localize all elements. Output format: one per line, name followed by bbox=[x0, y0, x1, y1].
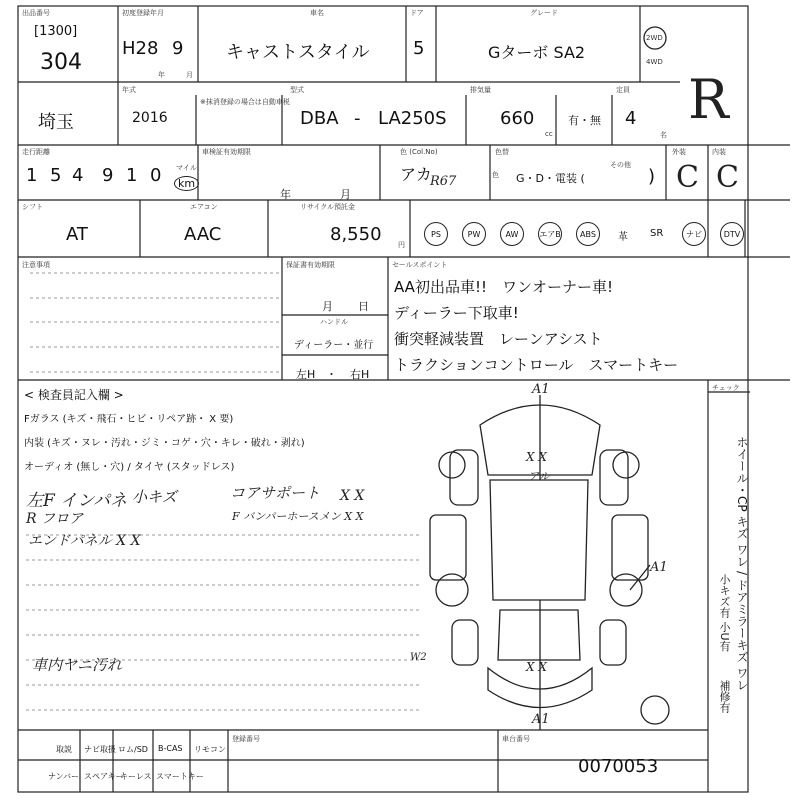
reg-month: 9 bbox=[172, 38, 184, 59]
grade-value: Gターボ SA2 bbox=[488, 43, 586, 62]
recycle-fee: 8,550 bbox=[330, 224, 382, 245]
first-reg-year: 2016 bbox=[132, 110, 168, 126]
check-sub-1: 小キズ有 小U有 bbox=[718, 574, 731, 652]
diag-a1-top: A1 bbox=[532, 382, 550, 397]
ac-value: AAC bbox=[184, 224, 222, 245]
inspector-title: < 検査員記入欄 > bbox=[24, 388, 124, 402]
inspection-yes-no: 有・無 bbox=[568, 114, 601, 127]
inspector-line-interior: 内装 (キズ・ヌレ・汚れ・ジミ・コゲ・穴・キレ・破れ・剥れ) bbox=[24, 438, 305, 449]
reg-label: 初度登録年月 bbox=[122, 9, 164, 17]
inspector-line-audio: オーディオ (無し・穴) / タイヤ (スタッドレス) bbox=[24, 462, 235, 473]
diag-xx-top: X X bbox=[526, 450, 547, 464]
option-aw: AW bbox=[500, 222, 524, 246]
hand-note-1c: R フロア bbox=[26, 511, 83, 527]
drive-4wd: 4WD bbox=[646, 58, 663, 66]
era-year: H28 bbox=[122, 38, 159, 59]
bottom-opt-bcas: B-CAS bbox=[158, 744, 183, 753]
warranty-day: 日 bbox=[358, 300, 369, 313]
seats-unit: 名 bbox=[660, 131, 667, 139]
mileage-digit-2: 5 bbox=[50, 165, 62, 186]
mileage-digit-1: 1 bbox=[26, 165, 38, 186]
color-change-close: ) bbox=[648, 166, 656, 187]
handle-label: ハンドル bbox=[320, 318, 348, 326]
model-prefix: DBA bbox=[300, 108, 339, 129]
vc-month-unit: 月 bbox=[340, 188, 351, 201]
color-label: 色 (Col.No) bbox=[400, 148, 438, 156]
doors-label: ドア bbox=[410, 9, 424, 17]
option-sunroof: SR bbox=[650, 228, 664, 239]
hand-note-1f: X X bbox=[340, 488, 365, 504]
bottom-opt-rom: ロム/SD bbox=[118, 745, 148, 754]
color-code: R67 bbox=[430, 174, 457, 189]
seats: 4 bbox=[625, 108, 637, 129]
hand-note-1d: コアサポート bbox=[230, 484, 321, 502]
chassis-label: 車台番号 bbox=[502, 735, 530, 743]
cc-label: 排気量 bbox=[470, 86, 491, 94]
hand-note-1a: 左F インパネ bbox=[26, 491, 128, 511]
exterior-grade: C bbox=[676, 160, 699, 195]
vehicle-check-label: 車検証有効期限 bbox=[202, 148, 251, 156]
check-sub-2: 補修有 bbox=[718, 680, 731, 713]
year-label: 年式 bbox=[122, 86, 136, 94]
ac-label: エアコン bbox=[190, 203, 218, 211]
month-unit: 月 bbox=[186, 71, 193, 79]
model-code: LA250S bbox=[378, 108, 447, 129]
bottom-opt-spare-key: スペアキー bbox=[84, 772, 124, 781]
doors-value: 5 bbox=[413, 38, 425, 59]
interior-grade: C bbox=[716, 160, 739, 195]
score-grade: R bbox=[688, 68, 729, 131]
grade-label: グレード bbox=[530, 9, 558, 17]
drive-2wd: 2WD bbox=[646, 34, 663, 42]
option-abs: ABS bbox=[576, 222, 600, 246]
hand-note-1e: F バンパーホースメン X X bbox=[232, 510, 364, 523]
option-airbag: エアB bbox=[538, 222, 562, 246]
mileage-label: 走行距離 bbox=[22, 148, 50, 156]
diag-a1-bottom: A1 bbox=[532, 712, 550, 727]
other-label: その他 bbox=[610, 161, 631, 169]
hand-note-2: エンドパネル X X bbox=[28, 533, 141, 549]
color-name: アカ bbox=[400, 165, 432, 184]
capacity-label: 定員 bbox=[616, 86, 630, 94]
mileage-digit-4: 9 bbox=[102, 165, 114, 186]
option-navi: ナビ bbox=[682, 222, 706, 246]
vc-year-unit: 年 bbox=[280, 188, 291, 201]
exterior-label: 外装 bbox=[672, 148, 686, 156]
chassis-number: 0070053 bbox=[578, 756, 659, 777]
option-leather: 革 bbox=[618, 232, 628, 243]
check-text: ホイール・CP キズ ワレ / ドアミラーキズ ワレ bbox=[735, 436, 749, 691]
option-dtv: DTV bbox=[720, 222, 744, 246]
warranty-month: 月 bbox=[322, 300, 333, 313]
hand-note-3: 車内ヤニ汚れ bbox=[32, 656, 123, 674]
check-label: チェック bbox=[712, 384, 740, 392]
sales-point-2: ディーラー下取車! bbox=[394, 304, 519, 322]
option-pw: PW bbox=[462, 222, 486, 246]
bottom-opt-smart-key: スマートキー bbox=[156, 772, 204, 781]
recycle-unit: 円 bbox=[398, 241, 405, 249]
bottom-opt-navi: ナビ取扱 bbox=[84, 745, 116, 754]
diag-xx-bottom: X X bbox=[526, 660, 547, 674]
sales-point-3: 衝突軽減装置 レーンアシスト bbox=[394, 330, 603, 348]
dealer-import: ディーラー・並行 bbox=[294, 340, 374, 351]
bottom-opt-keyless: キーレス bbox=[120, 772, 152, 781]
color-change-options: G・D・電装 ( bbox=[516, 172, 585, 185]
cc-unit: cc bbox=[545, 130, 553, 138]
recycle-label: リサイクル預託金 bbox=[300, 203, 356, 211]
sales-points-label: セールスポイント bbox=[392, 261, 448, 269]
bottom-opt-manual: 取説 bbox=[56, 745, 72, 754]
bottom-opt-remote: リモコン bbox=[194, 745, 226, 754]
interior-label: 内装 bbox=[712, 148, 726, 156]
shift-label: シフト bbox=[22, 203, 43, 211]
lot-section: [1300] bbox=[34, 24, 78, 39]
prefecture: 埼玉 bbox=[38, 112, 74, 133]
mileage-unit-mile: マイル bbox=[176, 164, 197, 172]
inspector-line-glass: Fガラス (キズ・飛石・ヒビ・リペア跡・ X 要) bbox=[24, 414, 234, 425]
diag-hood-note: アル bbox=[528, 470, 550, 483]
option-ps: PS bbox=[424, 222, 448, 246]
sales-point-4: トラクションコントロール スマートキー bbox=[394, 356, 679, 374]
handle-right: 右H bbox=[350, 368, 370, 381]
car-name-label: 車名 bbox=[310, 9, 324, 17]
year-unit: 年 bbox=[158, 71, 165, 79]
color-unit: 色 bbox=[492, 171, 499, 179]
mileage-unit-km: km bbox=[174, 176, 199, 191]
handle-left: 左H bbox=[296, 368, 316, 381]
color-change-label: 色替 bbox=[495, 148, 509, 156]
diag-a1-right: A1 bbox=[650, 560, 668, 575]
model-label: 型式 bbox=[290, 86, 304, 94]
mileage-digit-5: 1 bbox=[126, 165, 138, 186]
mileage-digit-6: 0 bbox=[150, 165, 162, 186]
displacement: 660 bbox=[500, 108, 535, 129]
car-name: キャストスタイル bbox=[226, 42, 370, 63]
lot-label: 出品番号 bbox=[22, 9, 50, 17]
hand-note-1b: 小キズ bbox=[132, 488, 177, 506]
registration-label: 登録番号 bbox=[232, 735, 260, 743]
mileage-digit-3: 4 bbox=[72, 165, 84, 186]
lot-number: 304 bbox=[40, 50, 82, 75]
handle-dot: ・ bbox=[326, 368, 337, 381]
reg-cert-label: ※抹消登録の場合は自動車税 bbox=[200, 98, 290, 106]
shift-value: AT bbox=[66, 224, 88, 245]
diag-w2: W2 bbox=[410, 652, 427, 663]
bottom-opt-plate: ナンバー bbox=[48, 772, 80, 781]
sales-point-1: AA初出品車!! ワンオーナー車! bbox=[394, 278, 613, 296]
warranty-label: 保証書有効期限 bbox=[286, 261, 335, 269]
notes-label: 注意事項 bbox=[22, 261, 50, 269]
model-dash: - bbox=[354, 108, 361, 129]
